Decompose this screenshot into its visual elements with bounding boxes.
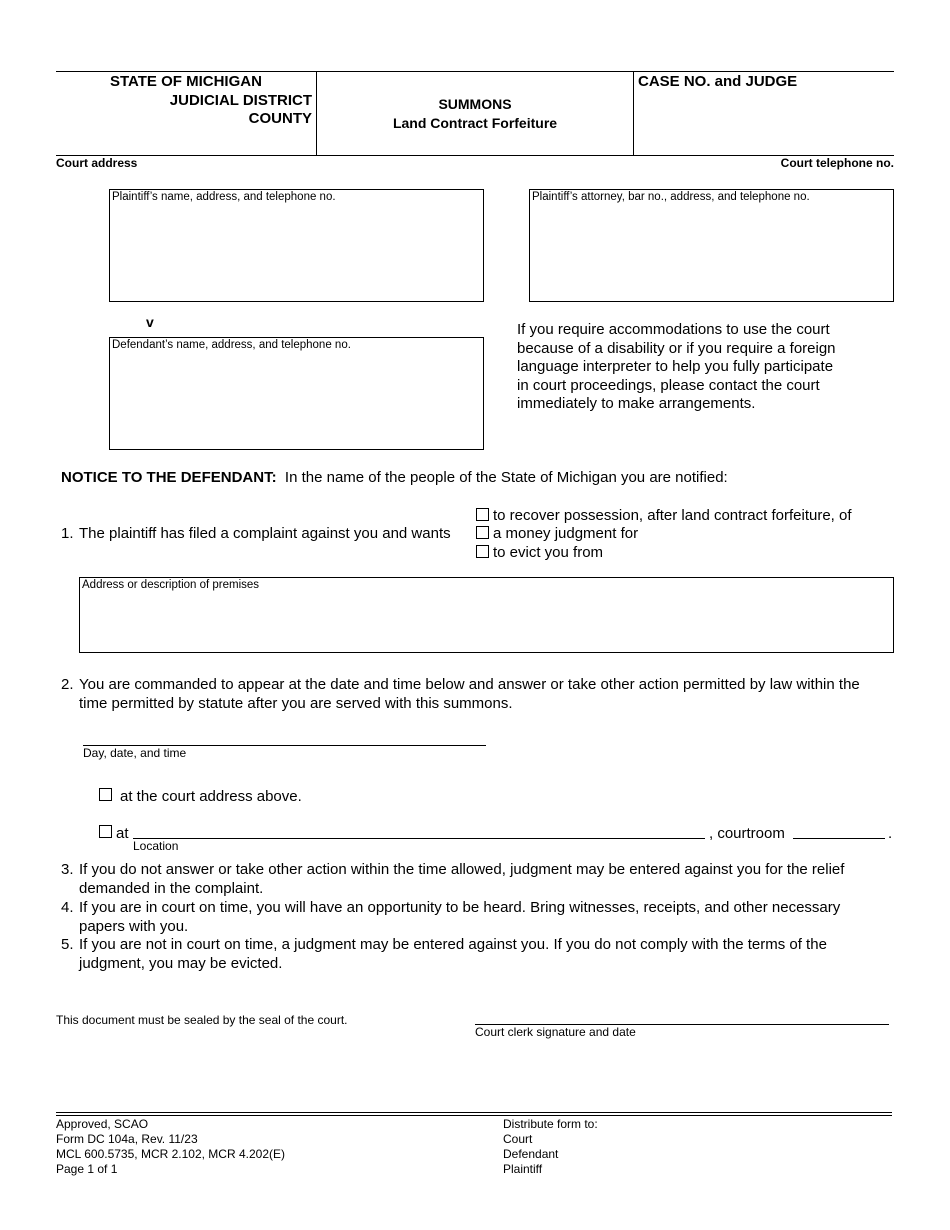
distribute-item: Court [503,1132,533,1146]
premises-label: Address or description of premises [82,579,260,591]
clerk-signature-label: Court clerk signature and date [475,1025,636,1039]
footer-distribution [503,1117,598,1177]
notice-heading: NOTICE TO THE DEFENDANT: [61,469,277,486]
recover-possession-checkbox[interactable] [476,508,489,521]
notice-to-defendant [61,469,728,487]
day-date-time-label: Day, date, and time [83,746,187,760]
approved-label: Approved, SCAO [56,1117,149,1131]
judicial-district-label: JUDICIAL DISTRICT [169,92,312,109]
header-divider-right [633,71,634,155]
money-judgment-label: a money judgment for [493,525,639,542]
distribute-item: Defendant [503,1147,559,1161]
court-address-checkbox[interactable] [99,788,112,801]
court-address-option-label: at the court address above. [120,788,302,805]
notice-text: In the name of the people of the State of Michigan you are notified: [284,469,728,486]
form-title: SUMMONS [438,96,512,112]
page-number: Page 1 of 1 [56,1162,118,1176]
item-5-line-2: judgment, you may be evicted. [79,954,283,972]
item-1-text: The plaintiff has filed a complaint against you and wants [79,525,451,542]
form-number: Form DC 104a, Rev. 11/23 [56,1132,198,1146]
location-label: Location [133,839,179,853]
accommodation-notice [517,321,836,414]
item-number: 1. [61,525,74,542]
distribute-label: Distribute form to: [503,1117,598,1131]
accommodation-line: language interpreter to help you fully participate [517,358,834,376]
item-number: 5. [61,936,74,953]
item-3-line-1: If you do not answer or take other action within the time allowed, judgment may be entered against you for the relief [79,861,845,878]
case-number-judge-label: CASE NO. and JUDGE [638,73,798,90]
accommodation-line: If you require accommodations to use the court [517,321,830,338]
accommodation-line: in court proceedings, please contact the court [517,376,820,394]
defendant-info-box[interactable] [109,337,484,450]
item-2-line-2: time permitted by statute after you are served with this summons. [79,694,513,712]
header-divider-left [316,71,317,155]
courtroom-period: . [888,825,893,842]
money-judgment-checkbox[interactable] [476,526,489,539]
at-label: at [116,825,129,842]
plaintiff-info-box[interactable] [109,189,484,302]
item-4-line-2: papers with you. [79,917,189,935]
footer-rule-top [56,1112,892,1113]
evict-label: to evict you from [493,544,604,561]
distribute-item: Plaintiff [503,1162,543,1176]
state-name: STATE OF MICHIGAN [110,73,262,90]
plaintiff-attorney-label: Plaintiff’s attorney, bar no., address, and telephone no. [532,191,810,203]
legal-authority: MCL 600.5735, MCR 2.102, MCR 4.202(E) [56,1147,285,1161]
form-subtitle: Land Contract Forfeiture [392,115,558,131]
premises-box[interactable] [79,577,894,653]
item-number: 2. [61,676,74,693]
evict-checkbox[interactable] [476,545,489,558]
plaintiff-info-label: Plaintiff’s name, address, and telephone no. [112,191,336,203]
item-2-line-1: You are commanded to appear at the date and time below and answer or take other action permitted by law within the [79,676,860,693]
recover-possession-label: to recover possession, after land contract forfeiture, of [493,507,852,524]
item-3-line-2: demanded in the complaint. [79,879,264,897]
footer-left [56,1117,285,1177]
seal-note: This document must be sealed by the seal of the court. [56,1013,348,1027]
accommodation-line: immediately to make arrangements. [517,395,756,413]
item-4-line-1: If you are in court on time, you will have an opportunity to be heard. Bring witnesses, receipts, and other necessary [79,899,841,916]
courtroom-line[interactable] [793,838,885,839]
location-line[interactable] [133,838,705,839]
plaintiff-attorney-box[interactable] [529,189,894,302]
defendant-info-label: Defendant’s name, address, and telephone no. [112,339,351,351]
county-label: COUNTY [248,110,312,127]
courtroom-label: , courtroom [709,825,785,842]
item-number: 3. [61,861,74,878]
versus-label: v [146,314,154,330]
court-telephone-label: Court telephone no. [780,156,894,170]
header-top-rule [56,71,894,72]
other-location-checkbox[interactable] [99,825,112,838]
item-5-line-1: If you are not in court on time, a judgment may be entered against you. If you do not comply with the terms of the [79,936,827,953]
footer-rule-bottom [56,1115,892,1116]
court-address-label: Court address [56,156,138,170]
accommodation-line: because of a disability or if you require a foreign [517,339,836,357]
item-number: 4. [61,899,74,916]
